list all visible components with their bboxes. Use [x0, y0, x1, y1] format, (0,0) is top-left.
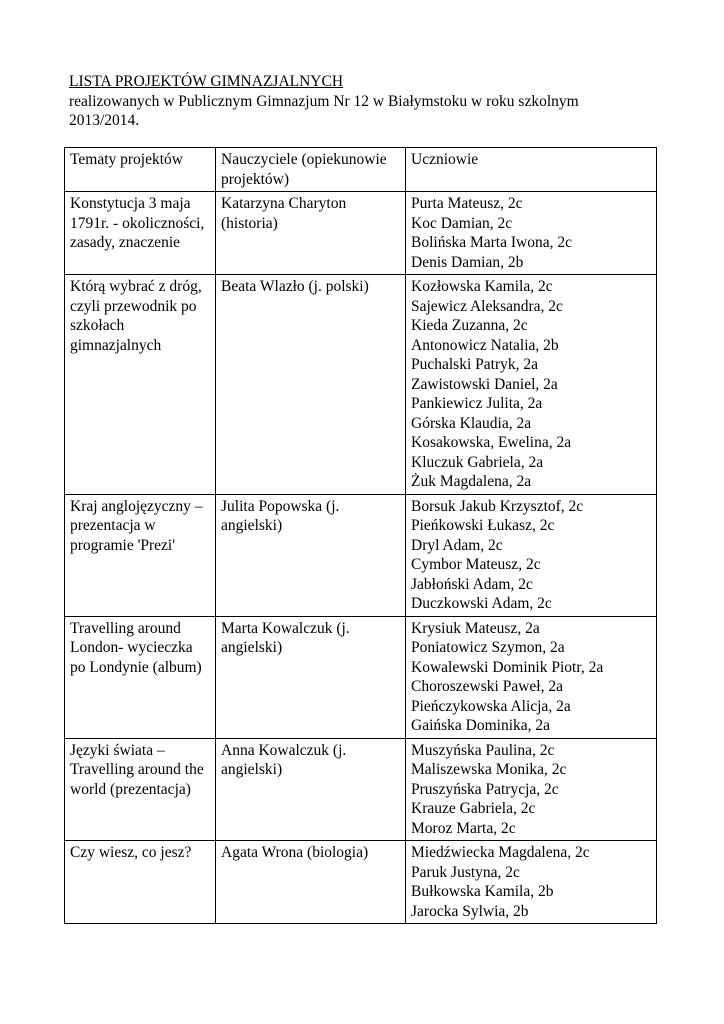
- project-students-cell: [406, 616, 657, 738]
- student-name: Cymbor Mateusz, 2c: [411, 556, 541, 573]
- student-name: Duczkowski Adam, 2c: [411, 595, 552, 612]
- student-name: Żuk Magdalena, 2a: [411, 473, 532, 490]
- table-row: [65, 616, 657, 738]
- project-students-cell: [406, 192, 657, 275]
- student-name: Maliszewska Monika, 2c: [411, 761, 567, 778]
- student-name: Sajewicz Aleksandra, 2c: [411, 297, 563, 315]
- table-row: [65, 494, 657, 616]
- document-subtitle-line2: 2013/2014.: [69, 112, 140, 129]
- student-name: Pieńkowski Łukasz, 2c: [411, 517, 555, 534]
- document-header: [69, 72, 669, 131]
- student-name: Choroszewski Paweł, 2a: [411, 678, 563, 695]
- student-name: Pruszyńska Patrycja, 2c: [411, 780, 559, 798]
- student-name: Poniatowicz Szymon, 2a: [411, 639, 565, 656]
- project-teacher-cell: Anna Kowalczuk (j. angielski): [216, 738, 406, 841]
- table-row: [65, 192, 657, 275]
- project-topic-cell: Którą wybrać z dróg, czyli przewodnik po szkołach gimnazjalnych: [65, 275, 216, 495]
- project-teacher-cell: Julita Popowska (j. angielski): [216, 494, 406, 616]
- student-name: Koc Damian, 2c: [411, 214, 513, 232]
- column-header-teachers: Nauczyciele (opiekunowie projektów): [216, 148, 406, 192]
- table-row: [65, 738, 657, 841]
- student-name: Miedźwiecka Magdalena, 2c: [411, 844, 590, 861]
- student-name: Krysiuk Mateusz, 2a: [411, 619, 540, 637]
- project-topic-cell: Kraj anglojęzyczny – prezentacja w programie 'Prezi': [65, 494, 216, 616]
- student-name: Bolińska Marta Iwona, 2c: [411, 234, 572, 251]
- student-name: Purta Mateusz, 2c: [411, 195, 523, 212]
- project-topic-cell: Konstytucja 3 maja 1791r. - okoliczności, zasady, znaczenie: [65, 192, 216, 275]
- project-students-cell: [406, 738, 657, 841]
- student-name: Jarocka Sylwia, 2b: [411, 902, 529, 920]
- project-students-cell: [406, 841, 657, 924]
- student-name: Antonowicz Natalia, 2b: [411, 336, 559, 354]
- table-row: [65, 275, 657, 495]
- student-name: Paruk Justyna, 2c: [411, 863, 520, 881]
- project-students-cell: [406, 494, 657, 616]
- table-header-row: [65, 148, 657, 192]
- student-name: Kozłowska Kamila, 2c: [411, 278, 553, 295]
- student-name: Dryl Adam, 2c: [411, 536, 503, 554]
- student-name: Denis Damian, 2b: [411, 253, 524, 271]
- project-topic-cell: Języki świata – Travelling around the world (prezentacja): [65, 738, 216, 841]
- student-name: Pankiewicz Julita, 2a: [411, 395, 543, 412]
- student-name: Bułkowska Kamila, 2b: [411, 883, 554, 900]
- student-name: Moroz Marta, 2c: [411, 819, 516, 837]
- document-subtitle-line1: realizowanych w Publicznym Gimnazjum Nr 12 w Białymstoku w roku szkolnym: [69, 92, 579, 110]
- column-header-students: Uczniowie: [406, 148, 657, 192]
- student-name: Górska Klaudia, 2a: [411, 414, 532, 432]
- student-name: Kosakowska, Ewelina, 2a: [411, 434, 572, 451]
- student-name: Kowalewski Dominik Piotr, 2a: [411, 658, 604, 676]
- student-name: Jabłoński Adam, 2c: [411, 575, 533, 593]
- student-name: Kluczuk Gabriela, 2a: [411, 453, 544, 471]
- student-name: Krauze Gabriela, 2c: [411, 800, 536, 817]
- project-topic-cell: Czy wiesz, co jesz?: [65, 841, 216, 924]
- project-teacher-cell: Agata Wrona (biologia): [216, 841, 406, 924]
- student-name: Borsuk Jakub Krzysztof, 2c: [411, 497, 584, 515]
- table-row: [65, 841, 657, 924]
- projects-table: [64, 147, 657, 924]
- project-teacher-cell: Beata Wlazło (j. polski): [216, 275, 406, 495]
- project-teacher-cell: Katarzyna Charyton (historia): [216, 192, 406, 275]
- document-title: LISTA PROJEKTÓW GIMNAZJALNYCH: [69, 73, 344, 90]
- project-topic-cell: Travelling around London- wycieczka po Londynie (album): [65, 616, 216, 738]
- student-name: Muszyńska Paulina, 2c: [411, 741, 555, 759]
- student-name: Gaińska Dominika, 2a: [411, 717, 551, 734]
- student-name: Pieńczykowska Alicja, 2a: [411, 697, 571, 715]
- student-name: Zawistowski Daniel, 2a: [411, 375, 558, 393]
- project-teacher-cell: Marta Kowalczuk (j. angielski): [216, 616, 406, 738]
- column-header-topics: Tematy projektów: [65, 148, 216, 192]
- student-name: Kieda Zuzanna, 2c: [411, 317, 528, 334]
- project-students-cell: [406, 275, 657, 495]
- student-name: Puchalski Patryk, 2a: [411, 356, 538, 373]
